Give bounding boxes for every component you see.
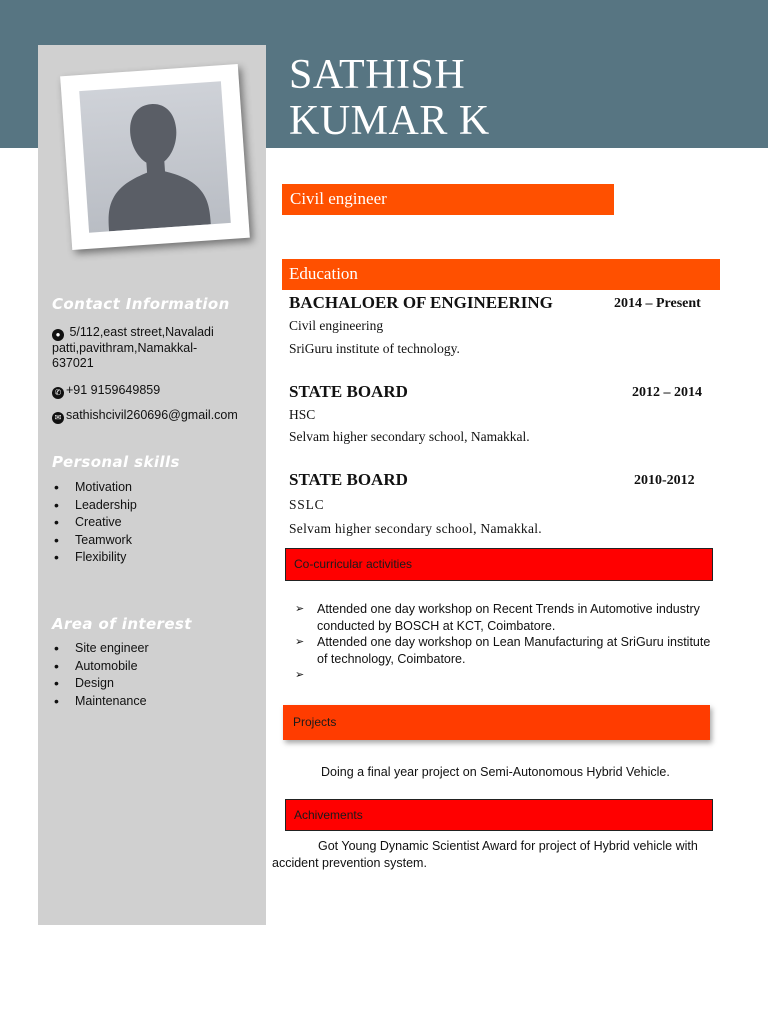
phone-line xyxy=(52,383,160,399)
role-title: Civil engineer xyxy=(290,189,387,208)
projects-banner xyxy=(283,705,710,740)
list-item: ➢ Attended one day workshop on Lean Manufacturing at SriGuru institute of technology, Coimbatore. xyxy=(295,634,715,667)
edu-2-line2: Selvam higher secondary school, Namakkal. xyxy=(289,429,530,444)
name-line-1: SATHISH xyxy=(289,52,466,98)
name-line-2: KUMAR K xyxy=(289,98,490,144)
edu-1-line2: SriGuru institute of technology. xyxy=(289,341,460,356)
list-item: • Maintenance xyxy=(52,693,149,711)
achievements-banner xyxy=(285,799,713,831)
cocurricular-heading: Co-curricular activities xyxy=(294,557,413,571)
list-item: • Creative xyxy=(52,514,137,532)
role-banner xyxy=(282,184,614,215)
list-item: • Teamwork xyxy=(52,532,137,550)
projects-text: Doing a final year project on Semi-Autonomous Hybrid Vehicle. xyxy=(321,765,670,779)
cocurricular-banner xyxy=(285,548,713,581)
edu-3-line1: SSLC xyxy=(289,497,325,512)
profile-photo-frame xyxy=(60,64,250,250)
phone-icon: ✆ xyxy=(52,387,64,399)
edu-1-title: BACHALOER OF ENGINEERING xyxy=(289,293,553,312)
skills-list xyxy=(52,479,137,567)
edu-2-line1: HSC xyxy=(289,407,316,422)
email-line xyxy=(52,408,238,424)
list-item: • Leadership xyxy=(52,497,137,515)
education-banner xyxy=(282,259,720,290)
list-item: • Automobile xyxy=(52,658,149,676)
edu-3-years: 2010-2012 xyxy=(634,473,695,488)
edu-2-title: STATE BOARD xyxy=(289,382,408,401)
list-item: • Flexibility xyxy=(52,549,137,567)
candidate-name xyxy=(289,52,490,144)
address-line xyxy=(52,325,232,371)
cocurricular-list xyxy=(295,601,715,684)
edu-2-years: 2012 – 2014 xyxy=(632,385,702,400)
edu-3-line2: Selvam higher secondary school, Namakkal. xyxy=(289,521,542,536)
projects-heading: Projects xyxy=(293,715,337,729)
avatar xyxy=(79,81,231,233)
contact-heading: Contact Information xyxy=(52,295,230,313)
list-item: ➢ Attended one day workshop on Recent Trends in Automotive industry conducted by BOSCH at KCT, Coimbatore. xyxy=(295,601,715,634)
edu-1-line1: Civil engineering xyxy=(289,318,384,333)
achievements-text: Got Young Dynamic Scientist Award for project of Hybrid vehicle with accident prevention system. xyxy=(272,839,698,870)
interests-list xyxy=(52,640,149,710)
edu-3-title: STATE BOARD xyxy=(289,470,408,489)
phone-text: +91 9159649859 xyxy=(66,383,161,397)
edu-1-years: 2014 – Present xyxy=(614,296,701,311)
email-text: sathishcivil260696@gmail.com xyxy=(66,408,238,422)
interest-heading: Area of interest xyxy=(52,615,192,633)
address-text: 5/112,east street,Navaladi patti,pavithram,Namakkal-637021 xyxy=(52,325,214,370)
list-item: • Site engineer xyxy=(52,640,149,658)
email-icon: ✉ xyxy=(52,412,64,424)
list-item: • Motivation xyxy=(52,479,137,497)
skills-heading: Personal skills xyxy=(52,453,180,471)
location-pin-icon: ● xyxy=(52,329,64,341)
list-item: • Design xyxy=(52,675,149,693)
education-heading: Education xyxy=(289,264,358,283)
list-item xyxy=(295,667,715,684)
person-silhouette-icon xyxy=(79,81,231,233)
achievements-heading: Achivements xyxy=(294,808,363,822)
